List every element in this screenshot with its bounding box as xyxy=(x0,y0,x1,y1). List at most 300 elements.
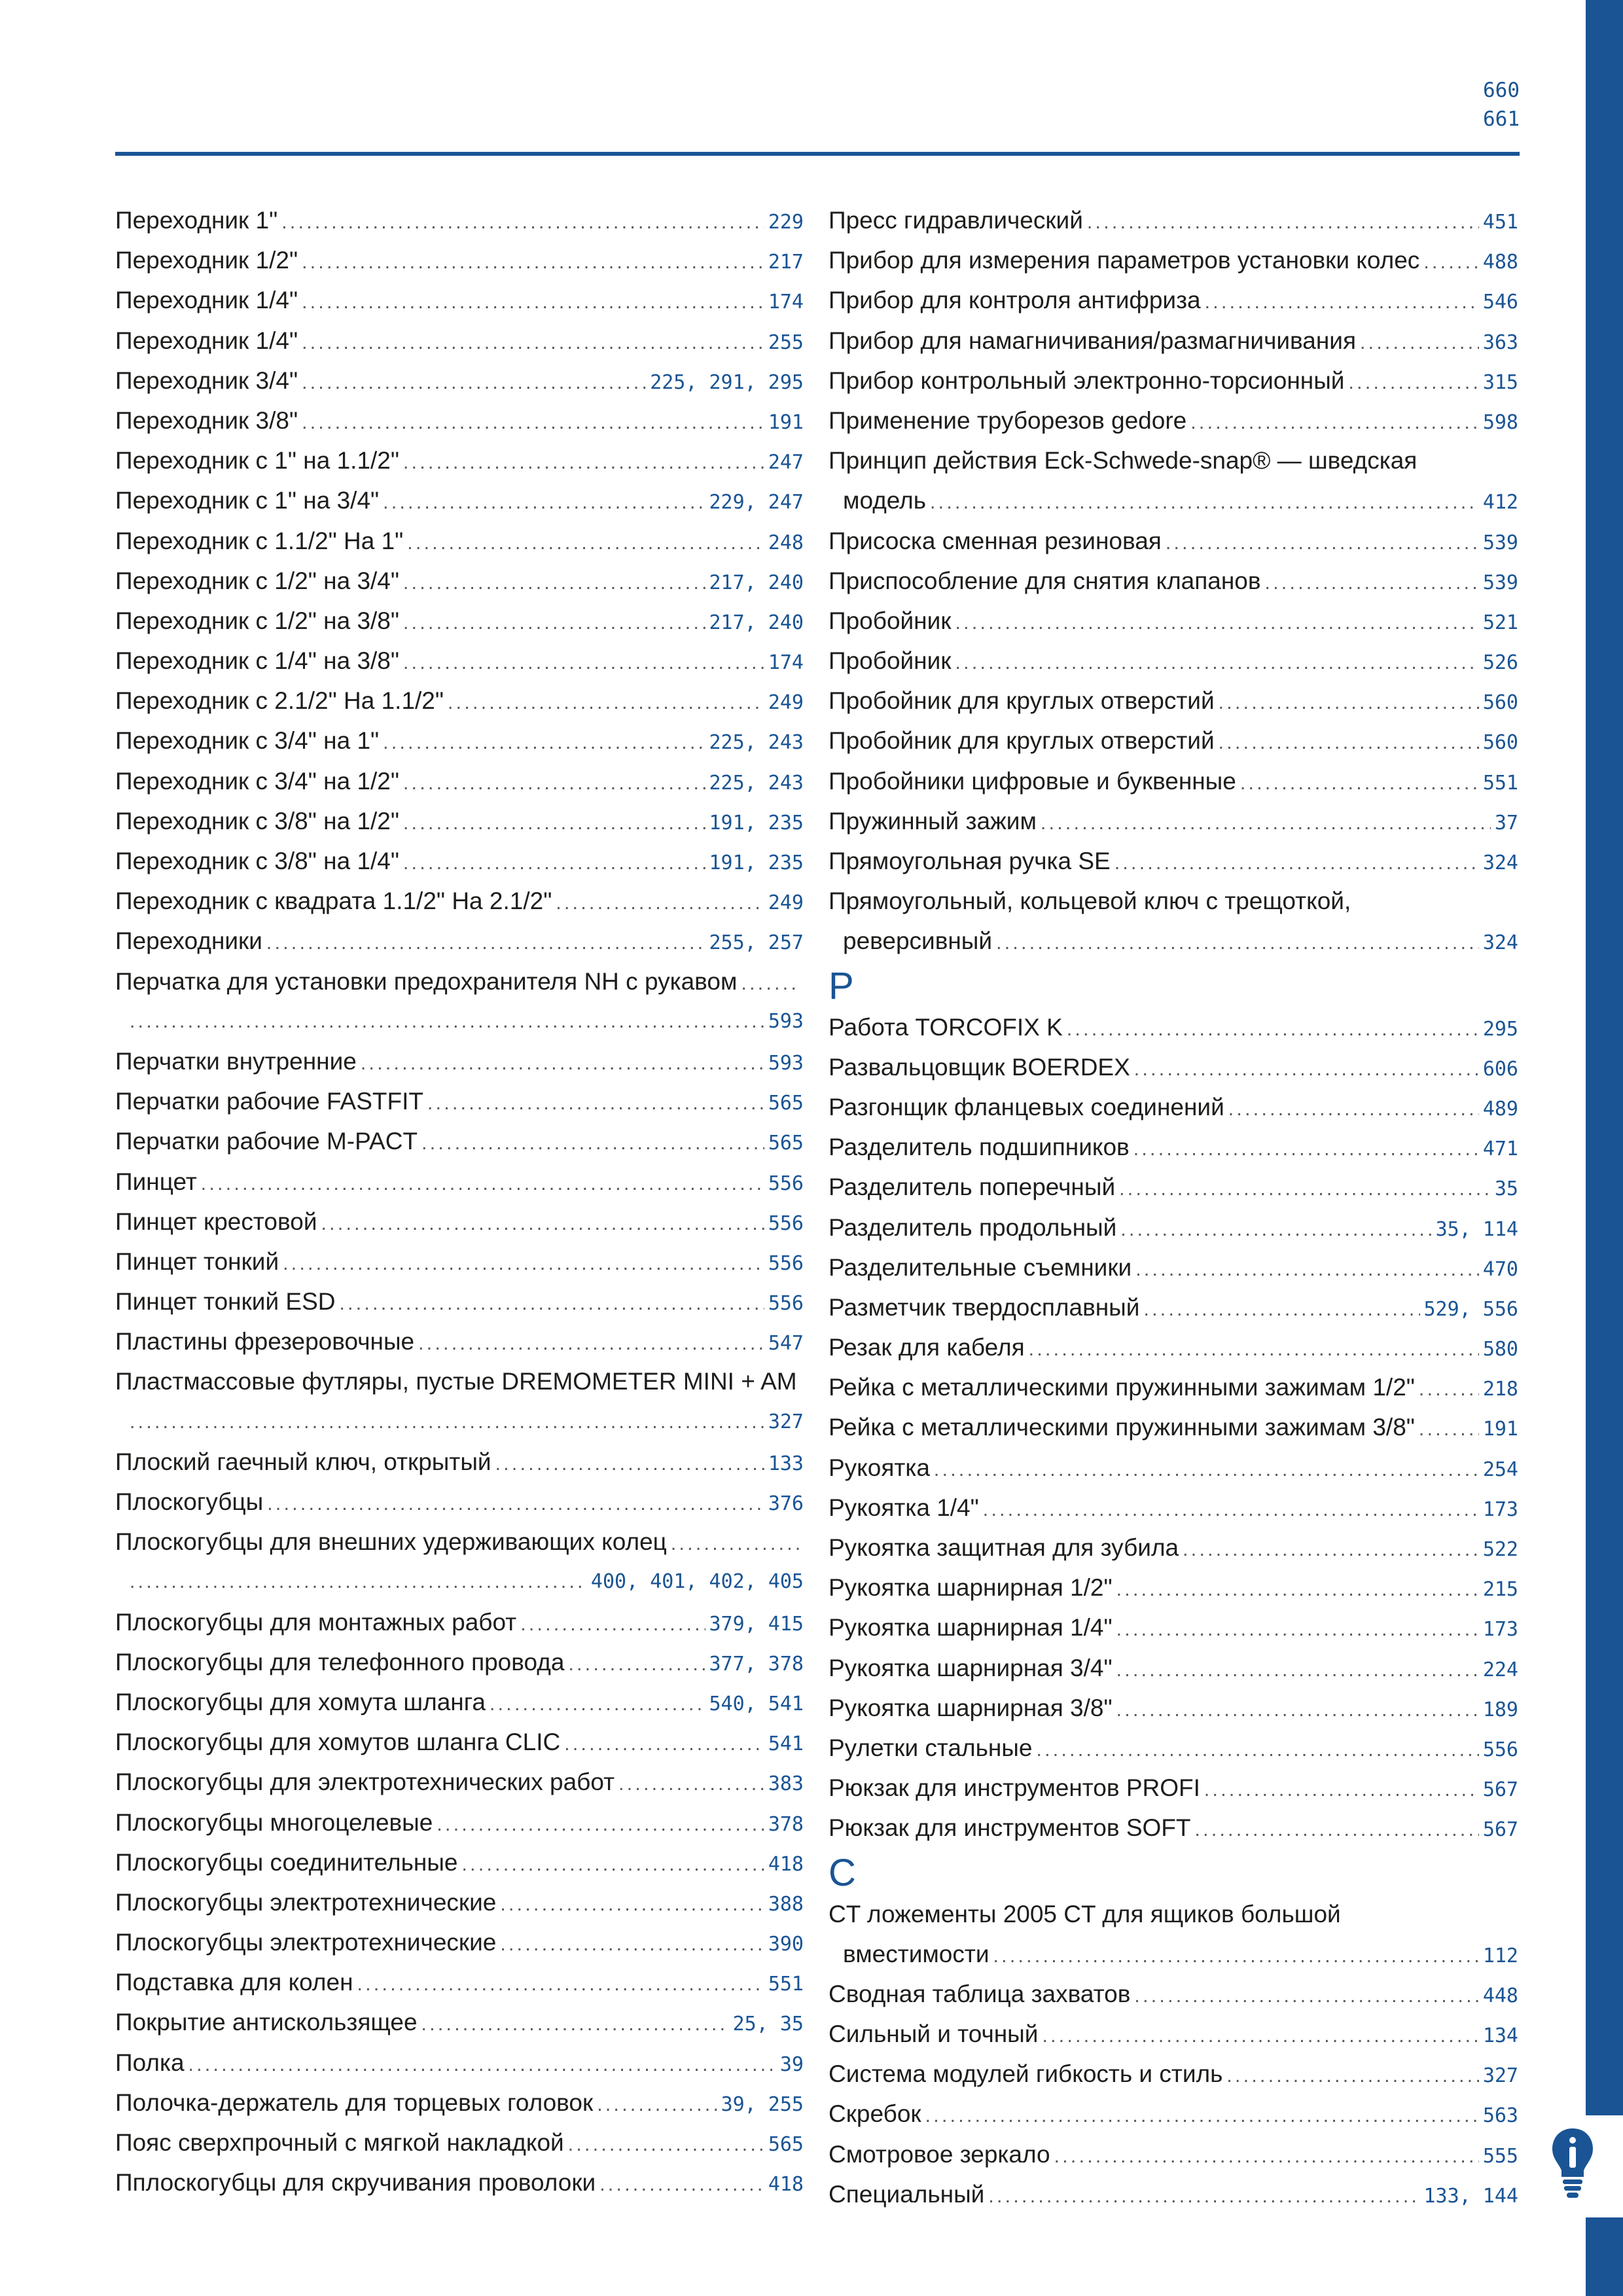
index-entry[interactable] xyxy=(829,361,1518,401)
index-entry[interactable] xyxy=(829,881,1518,921)
index-entry[interactable] xyxy=(115,1321,804,1361)
index-entry[interactable] xyxy=(829,2094,1518,2134)
index-entry[interactable] xyxy=(829,1808,1518,1848)
entry-name: Смотровое зеркало xyxy=(829,2140,1050,2168)
dot-leader xyxy=(925,2096,1479,2136)
dot-leader xyxy=(403,763,705,803)
index-entry[interactable] xyxy=(115,240,804,280)
entry-page-ref[interactable]: 471 xyxy=(1482,1138,1518,1161)
entry-name: Прибор для измерения параметров установки колес xyxy=(829,247,1420,274)
entry-name: Пояс сверхпрочный с мягкой накладкой xyxy=(115,2129,564,2156)
entry-page-ref[interactable]: 191, 235 xyxy=(709,811,804,834)
dot-leader xyxy=(1194,1810,1478,1850)
entry-page-ref[interactable]: 546 xyxy=(1482,291,1518,314)
dot-leader xyxy=(418,1323,764,1363)
index-entry[interactable] xyxy=(829,2134,1518,2174)
index-entry[interactable] xyxy=(115,321,804,361)
dot-leader xyxy=(1120,1210,1431,1249)
dot-leader xyxy=(618,1764,764,1804)
index-entry[interactable] xyxy=(829,1287,1518,1327)
entry-page-ref[interactable]: 133, 144 xyxy=(1423,2184,1518,2208)
entry-page-ref[interactable]: 418 xyxy=(768,2173,804,2197)
index-entry[interactable] xyxy=(115,1522,804,1562)
index-entry[interactable] xyxy=(115,961,804,1001)
dot-leader xyxy=(407,523,764,563)
entry-name: Рейка с металлическими пружинными зажимам 3/8" xyxy=(829,1414,1415,1441)
entry-page-ref[interactable]: 567 xyxy=(1482,1778,1518,1802)
index-entry[interactable] xyxy=(829,1327,1518,1367)
index-entry[interactable] xyxy=(115,2162,804,2202)
entry-page-ref[interactable]: 565 xyxy=(768,1132,804,1155)
index-entry[interactable] xyxy=(115,721,804,761)
index-entry-continuation[interactable] xyxy=(829,480,1518,520)
index-entry[interactable] xyxy=(829,1768,1518,1808)
dot-leader xyxy=(993,1936,1479,1976)
entry-page-ref[interactable]: 224 xyxy=(1482,1658,1518,1681)
entry-page-ref[interactable]: 174 xyxy=(768,291,804,314)
entry-page-ref[interactable]: 218 xyxy=(1482,1378,1518,1401)
index-entry[interactable] xyxy=(829,440,1518,480)
index-entry[interactable] xyxy=(115,2123,804,2162)
section-letter: Р xyxy=(829,964,854,1007)
index-entry[interactable] xyxy=(115,361,804,401)
entry-name: Переходник с 3/4" на 1" xyxy=(115,727,380,755)
entry-page-ref[interactable]: 556 xyxy=(1482,1738,1518,1761)
index-entry[interactable] xyxy=(115,601,804,641)
entry-page-ref[interactable]: 448 xyxy=(1482,1984,1518,2007)
page-numbers xyxy=(1483,76,1520,134)
entry-page-ref[interactable]: 418 xyxy=(768,1852,804,1876)
entry-name-continuation: реверсивный xyxy=(843,927,993,955)
index-entry[interactable] xyxy=(115,1121,804,1161)
entry-page-ref[interactable]: 556 xyxy=(768,1172,804,1195)
entry-name: Сильный и точный xyxy=(829,2020,1039,2048)
dot-leader xyxy=(403,603,705,643)
entry-page-ref[interactable]: 225, 243 xyxy=(709,771,804,795)
entry-name: Пплоскогубцы для скручивания проволоки xyxy=(115,2169,596,2197)
entry-name: Переходник с 1" на 3/4" xyxy=(115,487,380,514)
dot-leader xyxy=(1419,1369,1479,1409)
index-entry-continuation[interactable] xyxy=(115,1402,804,1442)
index-entry[interactable] xyxy=(829,1488,1518,1528)
entry-page-ref[interactable]: 37 xyxy=(1494,811,1518,834)
entry-page-ref[interactable]: 249 xyxy=(768,891,804,915)
dot-leader xyxy=(1348,363,1478,403)
index-entry[interactable] xyxy=(115,401,804,440)
entry-page-ref[interactable]: 563 xyxy=(1482,2104,1518,2128)
entry-name: Плоскогубцы для телефонного провода xyxy=(115,1648,565,1676)
entry-page-ref[interactable]: 556 xyxy=(768,1211,804,1235)
index-entry[interactable] xyxy=(829,1047,1518,1087)
index-entry[interactable] xyxy=(115,280,804,320)
index-entry[interactable] xyxy=(829,1974,1518,2014)
index-entry[interactable] xyxy=(829,1208,1518,1247)
dot-leader xyxy=(564,1724,764,1764)
dot-leader xyxy=(361,1043,764,1083)
entry-page-ref[interactable]: 249 xyxy=(768,691,804,715)
entry-page-ref[interactable]: 541 xyxy=(768,1732,804,1756)
index-entry[interactable] xyxy=(115,921,804,961)
index-entry[interactable] xyxy=(115,1642,804,1682)
entry-name: Разделитель продольный xyxy=(829,1213,1117,1241)
entry-page-ref[interactable]: 451 xyxy=(1482,211,1518,234)
index-entry[interactable] xyxy=(829,1367,1518,1407)
index-entry[interactable] xyxy=(115,681,804,721)
entry-page-ref[interactable]: 539 xyxy=(1482,571,1518,594)
index-entry[interactable] xyxy=(115,1162,804,1202)
entry-name: Система модулей гибкость и стиль xyxy=(829,2060,1223,2088)
entry-page-ref[interactable]: 388 xyxy=(768,1892,804,1916)
entry-page-ref[interactable]: 229, 247 xyxy=(709,491,804,514)
index-entry[interactable] xyxy=(115,1361,804,1401)
index-entry[interactable] xyxy=(115,801,804,841)
index-entry[interactable] xyxy=(829,1167,1518,1207)
dot-leader xyxy=(188,2045,776,2085)
index-entry[interactable] xyxy=(115,1762,804,1802)
index-entry[interactable] xyxy=(115,1202,804,1242)
entry-name: Плоскогубцы многоцелевые xyxy=(115,1808,433,1836)
dot-leader xyxy=(1029,1329,1479,1369)
entry-name: Плоскогубцы соединительные xyxy=(115,1848,458,1876)
entry-page-ref[interactable]: 225, 291, 295 xyxy=(650,370,804,394)
entry-page-ref[interactable]: 225, 243 xyxy=(709,731,804,755)
dot-leader xyxy=(1183,1530,1479,1570)
entry-page-ref[interactable]: 539 xyxy=(1482,531,1518,554)
index-entry[interactable] xyxy=(115,440,804,480)
entry-page-ref[interactable]: 379, 415 xyxy=(709,1612,804,1636)
index-entry[interactable] xyxy=(829,1007,1518,1047)
entry-page-ref[interactable]: 470 xyxy=(1482,1257,1518,1281)
index-column-left xyxy=(115,200,804,2202)
entry-page-ref[interactable]: 593 xyxy=(768,1051,804,1075)
dot-leader xyxy=(983,1490,1479,1530)
index-entry[interactable] xyxy=(115,1602,804,1642)
entry-page-ref[interactable]: 173 xyxy=(1482,1618,1518,1641)
entry-page-ref[interactable]: 324 xyxy=(1482,852,1518,874)
index-entry-continuation[interactable] xyxy=(115,1001,804,1041)
entry-page-ref[interactable]: 295 xyxy=(1482,1017,1518,1041)
entry-page-ref[interactable]: 390 xyxy=(768,1933,804,1956)
dot-leader xyxy=(934,1450,1479,1490)
entry-page-ref[interactable]: 35 xyxy=(1494,1177,1518,1201)
dot-leader xyxy=(599,2164,764,2204)
entry-page-ref[interactable]: 191 xyxy=(768,410,804,434)
entry-name: Переходник с 1" на 1.1/2" xyxy=(115,447,400,475)
index-entry-continuation[interactable] xyxy=(829,1934,1518,1974)
index-entry[interactable] xyxy=(829,561,1518,601)
index-entry[interactable] xyxy=(829,1648,1518,1688)
dot-leader xyxy=(1423,242,1479,282)
entry-name: Принцип действия Eck-Schwede-snap® — шведская xyxy=(829,447,1418,475)
index-entry[interactable] xyxy=(115,2002,804,2042)
dot-leader xyxy=(556,883,764,923)
index-column-right xyxy=(829,200,1518,2214)
index-entry[interactable] xyxy=(829,1568,1518,1607)
index-entry[interactable] xyxy=(829,721,1518,761)
dot-leader xyxy=(403,643,764,683)
entry-name: Сводная таблица захватов xyxy=(829,1980,1131,2007)
entry-name: Пинцет тонкий xyxy=(115,1247,279,1275)
index-entry[interactable] xyxy=(115,1482,804,1522)
index-entry[interactable] xyxy=(115,521,804,561)
entry-page-ref[interactable]: 547 xyxy=(768,1332,804,1355)
index-entry[interactable] xyxy=(115,881,804,921)
entry-name: Присоска сменная резиновая xyxy=(829,527,1162,554)
entry-name: Рукоятка шарнирная 3/4" xyxy=(829,1654,1113,1681)
dot-leader xyxy=(955,603,1478,643)
dot-leader xyxy=(403,843,705,883)
entry-page-ref[interactable]: 217 xyxy=(768,251,804,274)
dot-leader xyxy=(1116,1570,1479,1609)
index-entry[interactable] xyxy=(115,1242,804,1282)
entry-page-ref[interactable]: 560 xyxy=(1482,691,1518,715)
index-entry[interactable] xyxy=(829,521,1518,561)
entry-page-ref[interactable]: 39 xyxy=(779,2053,804,2076)
index-entry[interactable] xyxy=(829,1528,1518,1568)
entry-name: Рукоятка шарнирная 3/8" xyxy=(829,1694,1113,1721)
dot-leader xyxy=(1134,1976,1478,2016)
index-entry[interactable] xyxy=(115,2043,804,2083)
index-entry[interactable] xyxy=(115,1081,804,1121)
index-entry[interactable] xyxy=(115,1722,804,1762)
entry-name-continuation: модель xyxy=(843,487,927,514)
index-entry[interactable] xyxy=(829,761,1518,801)
dot-leader xyxy=(302,323,764,363)
entry-name: Разделитель поперечный xyxy=(829,1174,1116,1201)
entry-page-ref[interactable]: 327 xyxy=(768,1410,804,1433)
entry-name: Перчатки рабочие FASTFIT xyxy=(115,1088,423,1115)
dot-leader xyxy=(1036,1730,1478,1770)
entry-page-ref[interactable]: 25, 35 xyxy=(732,2013,804,2036)
entry-page-ref[interactable]: 376 xyxy=(768,1492,804,1515)
entry-name: Переходник 1" xyxy=(115,207,278,234)
entry-name: Переходник с 3/8" на 1/2" xyxy=(115,807,400,834)
dot-leader xyxy=(403,803,705,843)
entry-name: Плоскогубцы для хомутов шланга CLIC xyxy=(115,1729,561,1756)
index-entry[interactable] xyxy=(115,480,804,520)
entry-page-ref[interactable]: 217, 240 xyxy=(709,611,804,634)
dot-leader xyxy=(403,442,764,482)
entry-page-ref[interactable]: 556 xyxy=(768,1292,804,1316)
entry-page-ref[interactable]: 112 xyxy=(1482,1944,1518,1967)
index-entry[interactable] xyxy=(829,321,1518,361)
index-entry[interactable] xyxy=(115,1882,804,1922)
dot-leader xyxy=(1116,1650,1479,1690)
index-entry[interactable] xyxy=(115,561,804,601)
index-entry[interactable] xyxy=(829,280,1518,320)
index-entry[interactable] xyxy=(829,1247,1518,1287)
entry-page-ref[interactable]: 488 xyxy=(1482,251,1518,274)
entry-name: Плоскогубцы электротехнические xyxy=(115,1888,497,1916)
index-entry[interactable] xyxy=(829,1607,1518,1647)
index-entry[interactable] xyxy=(115,1842,804,1882)
index-entry[interactable] xyxy=(829,681,1518,721)
entry-page-ref[interactable]: 555 xyxy=(1482,2144,1518,2168)
entry-page-ref[interactable]: 191 xyxy=(1482,1418,1518,1441)
entry-page-ref[interactable]: 521 xyxy=(1482,611,1518,634)
index-entry[interactable] xyxy=(829,2054,1518,2094)
index-entry[interactable] xyxy=(829,1407,1518,1447)
entry-page-ref[interactable]: 529, 556 xyxy=(1423,1297,1518,1321)
entry-page-ref[interactable]: 400, 401, 402, 405 xyxy=(590,1570,804,1594)
entry-page-ref[interactable]: 378 xyxy=(768,1812,804,1836)
entry-name: Переходник 1/2" xyxy=(115,247,298,274)
entry-page-ref[interactable]: 567 xyxy=(1482,1818,1518,1842)
entry-page-ref[interactable]: 215 xyxy=(1482,1578,1518,1602)
index-entry[interactable] xyxy=(829,200,1518,240)
entry-name: Полка xyxy=(115,2049,185,2076)
index-entry[interactable] xyxy=(829,801,1518,841)
entry-name: Пластины фрезеровочные xyxy=(115,1328,415,1355)
entry-name: Прямоугольная ручка SE xyxy=(829,848,1111,874)
entry-name: Переходник с квадрата 1.1/2" На 2.1/2" xyxy=(115,888,552,915)
entry-page-ref[interactable]: 324 xyxy=(1482,931,1518,955)
entry-name: Пробойник xyxy=(829,607,952,634)
index-entry[interactable] xyxy=(115,2083,804,2123)
entry-page-ref[interactable]: 377, 378 xyxy=(709,1652,804,1676)
entry-page-ref[interactable]: 248 xyxy=(768,531,804,554)
dot-leader xyxy=(500,1884,764,1924)
entry-page-ref[interactable]: 598 xyxy=(1482,410,1518,434)
index-entry[interactable] xyxy=(829,601,1518,641)
dot-leader xyxy=(383,482,705,522)
index-entry[interactable] xyxy=(115,1962,804,2002)
entry-page-ref[interactable]: 247 xyxy=(768,451,804,475)
entry-page-ref[interactable]: 489 xyxy=(1482,1097,1518,1121)
entry-page-ref[interactable]: 383 xyxy=(768,1772,804,1796)
index-entry[interactable] xyxy=(829,1127,1518,1167)
dot-leader xyxy=(130,1402,764,1442)
index-entry[interactable] xyxy=(829,2014,1518,2054)
entry-page-ref[interactable]: 134 xyxy=(1482,2024,1518,2048)
index-entry[interactable] xyxy=(115,1041,804,1081)
entry-name: Перчатки внутренние xyxy=(115,1047,357,1075)
index-entry-continuation[interactable] xyxy=(829,921,1518,961)
index-entry[interactable] xyxy=(829,1894,1518,1934)
entry-page-ref[interactable]: 522 xyxy=(1482,1538,1518,1561)
dot-leader xyxy=(1143,1289,1419,1329)
entry-page-ref[interactable]: 526 xyxy=(1482,651,1518,675)
entry-page-ref[interactable]: 189 xyxy=(1482,1698,1518,1721)
index-entry[interactable] xyxy=(829,641,1518,681)
dot-leader xyxy=(130,1562,587,1602)
dot-leader xyxy=(597,2085,717,2125)
entry-page-ref[interactable]: 412 xyxy=(1482,491,1518,514)
index-entry[interactable] xyxy=(115,1682,804,1722)
index-entry[interactable] xyxy=(115,1282,804,1321)
side-accent-bar xyxy=(1586,0,1623,2296)
entry-page-ref[interactable]: 551 xyxy=(768,1973,804,1996)
entry-name: Рукоятка шарнирная 1/2" xyxy=(829,1574,1113,1602)
index-entry[interactable] xyxy=(829,1087,1518,1127)
entry-page-ref[interactable]: 173 xyxy=(1482,1498,1518,1521)
dot-leader xyxy=(955,643,1478,683)
entry-page-ref[interactable]: 565 xyxy=(768,2133,804,2156)
entry-name: Переходник с 2.1/2" На 1.1/2" xyxy=(115,687,444,715)
index-entry[interactable] xyxy=(115,200,804,240)
entry-page-ref[interactable]: 255 xyxy=(768,331,804,354)
entry-name: Рукоятка 1/4" xyxy=(829,1494,979,1521)
dot-leader xyxy=(421,1123,764,1163)
entry-name: Переходник 3/8" xyxy=(115,406,298,434)
index-entry[interactable] xyxy=(829,240,1518,280)
entry-page-ref[interactable]: 191, 235 xyxy=(709,852,804,874)
entry-name: Подставка для колен xyxy=(115,1969,353,1996)
index-entry[interactable] xyxy=(829,1728,1518,1768)
dot-leader xyxy=(1228,1089,1479,1129)
entry-page-ref[interactable]: 35, 114 xyxy=(1435,1217,1518,1241)
dot-leader xyxy=(281,202,764,242)
dot-leader xyxy=(266,923,705,963)
entry-name: Разгонщик фланцевых соединений xyxy=(829,1093,1224,1121)
entry-name: Специальный xyxy=(829,2180,985,2208)
entry-page-ref[interactable]: 560 xyxy=(1482,731,1518,755)
entry-name: Переходник 1/4" xyxy=(115,327,298,354)
section-letter: С xyxy=(829,1851,856,1894)
entry-name: Переходник 3/4" xyxy=(115,367,298,394)
entry-name: Прибор для контроля антифриза xyxy=(829,287,1201,314)
entry-page-ref[interactable]: 551 xyxy=(1482,771,1518,795)
dot-leader xyxy=(568,2125,764,2164)
entry-page-ref[interactable]: 556 xyxy=(768,1251,804,1275)
entry-name: Рюкзак для инструментов PROFI xyxy=(829,1774,1200,1802)
entry-name: Пробойник для круглых отверстий xyxy=(829,687,1215,715)
index-entry[interactable] xyxy=(115,841,804,881)
index-entry[interactable] xyxy=(115,1442,804,1482)
index-entry[interactable] xyxy=(829,841,1518,881)
index-entry[interactable] xyxy=(115,761,804,801)
index-entry[interactable] xyxy=(115,1803,804,1842)
entry-name: Переходник с 1/2" на 3/8" xyxy=(115,607,400,634)
index-entry[interactable] xyxy=(829,401,1518,440)
dot-leader xyxy=(383,723,705,762)
lightbulb-info-icon xyxy=(1550,2126,1596,2204)
entry-page-ref[interactable]: 580 xyxy=(1482,1338,1518,1361)
entry-page-ref[interactable]: 363 xyxy=(1482,331,1518,354)
index-entry[interactable] xyxy=(829,2174,1518,2214)
dot-leader xyxy=(1190,403,1479,442)
entry-page-ref[interactable]: 39, 255 xyxy=(721,2092,804,2116)
dot-leader xyxy=(1219,723,1479,762)
entry-page-ref[interactable]: 133 xyxy=(768,1452,804,1475)
entry-page-ref[interactable]: 315 xyxy=(1482,370,1518,394)
dot-leader xyxy=(1419,1409,1479,1449)
entry-page-ref[interactable]: 606 xyxy=(1482,1057,1518,1081)
entry-page-ref[interactable]: 254 xyxy=(1482,1458,1518,1481)
entry-page-ref[interactable]: 565 xyxy=(768,1092,804,1115)
entry-page-ref[interactable]: 217, 240 xyxy=(709,571,804,594)
index-entry[interactable] xyxy=(115,1922,804,1962)
entry-page-ref[interactable]: 255, 257 xyxy=(709,931,804,955)
entry-page-ref[interactable]: 229 xyxy=(768,211,804,234)
entry-name-continuation: вместимости xyxy=(843,1940,990,1967)
dot-leader xyxy=(1116,1690,1479,1730)
dot-leader xyxy=(302,363,646,403)
entry-page-ref[interactable]: 327 xyxy=(1482,2064,1518,2088)
index-entry-continuation[interactable] xyxy=(115,1562,804,1602)
entry-page-ref[interactable]: 593 xyxy=(768,1009,804,1033)
entry-page-ref[interactable]: 540, 541 xyxy=(709,1692,804,1715)
entry-name: Применение труборезов gedore xyxy=(829,406,1187,434)
index-entry[interactable] xyxy=(829,1448,1518,1488)
dot-leader xyxy=(302,403,764,442)
entry-page-ref[interactable]: 174 xyxy=(768,651,804,675)
index-entry[interactable] xyxy=(115,641,804,681)
entry-name: Пинцет xyxy=(115,1168,197,1195)
entry-name: Пружинный зажим xyxy=(829,807,1037,834)
entry-name: Разделитель подшипников xyxy=(829,1134,1130,1161)
index-entry[interactable] xyxy=(829,1688,1518,1728)
